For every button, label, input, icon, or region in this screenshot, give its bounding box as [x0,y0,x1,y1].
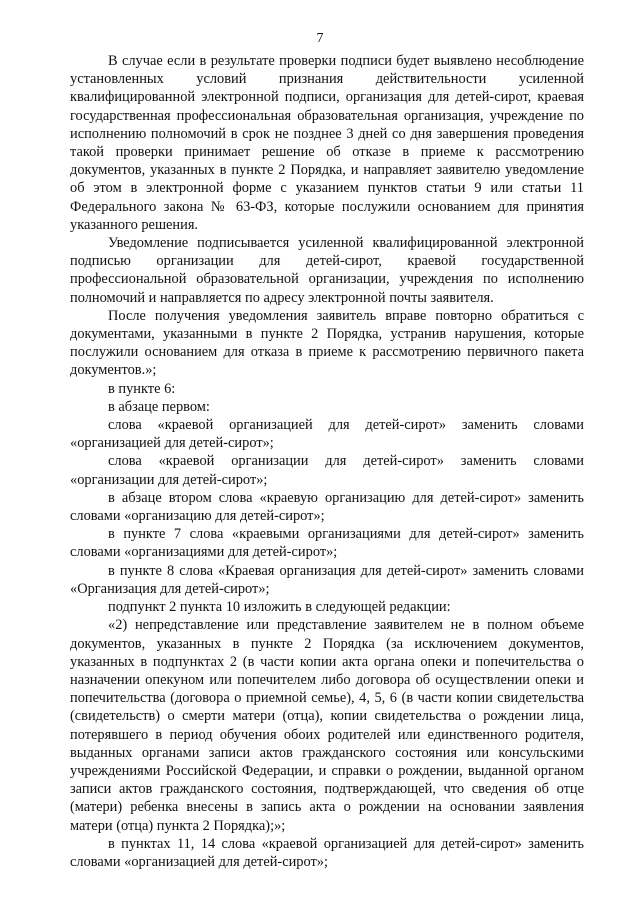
paragraph-clauses-11-14: в пунктах 11, 14 слова «краевой организацией для детей-сирот» заменить словами «организацией для детей-сирот»; [70,835,584,870]
paragraph-clause-8: в пункте 8 слова «Краевая организация для детей-сирот» заменить словами «Организация для детей-сирот»; [70,562,584,597]
paragraph-replace-words-1: слова «краевой организацией для детей-сирот» заменить словами «организацией для детей-сирот»; [70,417,584,452]
paragraph-clause-10-intro: подпункт 2 пункта 10 изложить в следующей редакции: [108,599,451,616]
paragraph-first-subparagraph: в абзаце первом: [108,398,210,415]
paragraph-clause-6: в пункте 6: [108,380,176,397]
paragraph-second-subparagraph: в абзаце втором слова «краевую организацию для детей-сирот» заменить словами «организацию для детей-сирот»; [70,489,584,525]
paragraph-notification-signing: Уведомление подписывается усиленной квалифицированной электронной подписью организации для детей-сирот, краевой государственной профессиональной образовательной организации, учреждения по исполнению полномочий и направляется по адресу электронной почты заявителя. [70,235,584,306]
paragraph-replace-words-2: слова «краевой организации для детей-сирот» заменить словами «организации для детей-сирот»; [70,453,584,488]
paragraph-resubmission: После получения уведомления заявитель вправе повторно обратиться с документами, указанными в пункте 2 Порядка, устранив нарушения, которые послужили основанием для отказа в приеме к рассмотрению первичного пакета документов.»; [70,307,584,379]
document-body [70,52,584,871]
paragraph-signature-check: В случае если в результате проверки подписи будет выявлено несоблюдение установленных условий признания действительности усиленной квалифицированной электронной подписи, организация для детей-сирот, краевая государственная профессиональная образовательная организация, учреждение по исполнению полномочий в срок не позднее 3 дней со дня завершения проведения такой проверки принимает решение об отказе в приеме к рассмотрению документов, указанных в пункте 2 Порядка, и направляет заявителю уведомление об этом в электронной форме с указанием пунктов статьи 9 или статьи 11 Федерального закона № 63-ФЗ, которые послужили основанием для принятия указанного решения. [70,53,584,233]
paragraph-clause-7: в пункте 7 слова «краевыми организациями для детей-сирот» заменить словами «организациями для детей-сирот»; [70,526,584,561]
page-number: 7 [316,31,324,46]
paragraph-clause-10-text: «2) непредставление или представление заявителем не в полном объеме документов, указанных в пункте 2 Порядка (за исключением документов, указанных в подпунктах 2 (в части копии акта органа опеки и попечительства о назначении опекуном или попечителем либо договора об осуществлении опеки и попечительства (договора о приемной семье), 4, 5, 6 (в части копии свидетельства (свидетельств) о смерти матери (отца), копии свидетельства о рождении лица, потерявшего в период обучения обоих родителей или единственного родителя, выданных органами записи актов гражданского состояния или консульскими учреждениями Российской Федерации, и справки о рождении, выданной органом записи актов гражданского состояния, подтверждающей, что сведения об отце (матери) ребенка внесены в запись акта о рождении на основании заявления матери (отца) пункта 2 Порядка);»; [70,617,584,834]
